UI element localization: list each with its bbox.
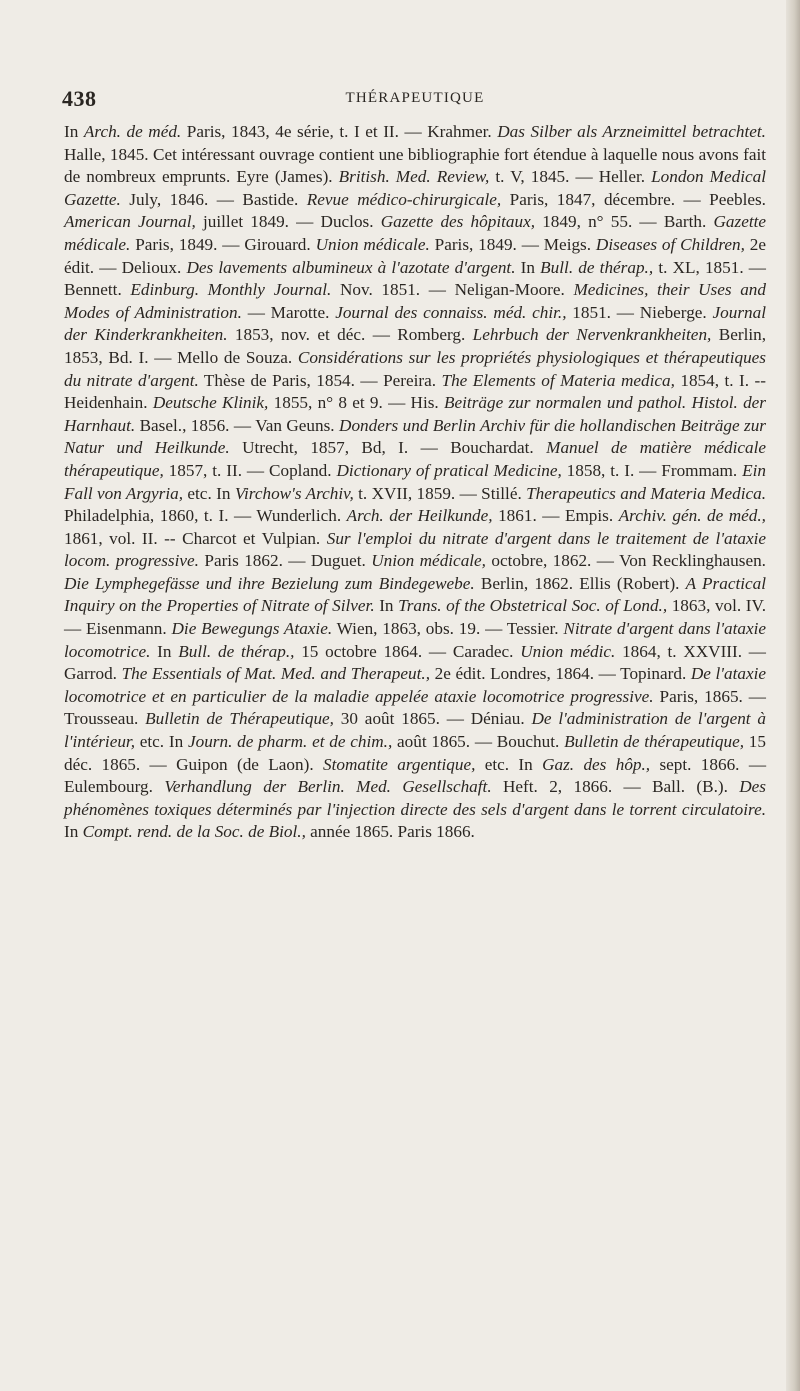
page-edge-shadow: [786, 0, 800, 1391]
citation-text: etc. In: [183, 483, 235, 503]
citation-text: t. XL, 1851. — Bennett.: [64, 257, 766, 300]
citation-title: Arch. de méd.: [83, 122, 182, 141]
citation-text: In: [64, 122, 84, 141]
citation-text: Philadelphia, 1860, t. I. — Wunderlich.: [64, 506, 347, 526]
citation-title: Diseases of Children,: [595, 234, 745, 254]
citation-title: Bulletin de thérapeutique,: [564, 732, 745, 752]
citation-text: Paris, 1849. — Meigs.: [429, 234, 596, 254]
citation-title: Considérations sur les propriétés physiologiques et thérapeutiques du nitrate d'argent.: [64, 347, 766, 390]
citation-title: Die Bewegungs Ataxie.: [171, 619, 333, 639]
citation-text: Berlin, 1862. Ellis (Robert).: [474, 573, 686, 593]
citation-title: Lehrbuch der Nervenkrankheiten,: [472, 325, 712, 345]
citation-title: Edinburg. Monthly Journal.: [130, 280, 332, 300]
bibliography-paragraph: [64, 121, 766, 844]
citation-text: 2e édit. Londres, 1864. — Topinard.: [430, 664, 691, 684]
citation-title: Union médicale.: [315, 234, 430, 254]
page-number: 438: [62, 86, 97, 111]
citation-title: American Journal,: [64, 212, 196, 232]
citation-text: Paris, 1849. — Girouard.: [130, 234, 316, 254]
citation-text: In: [150, 641, 179, 661]
citation-text: 15 déc. 1865. — Guipon (de Laon).: [64, 732, 766, 774]
citation-text: Basel., 1856. — Van Geuns.: [135, 415, 340, 435]
citation-text: 1863, vol. IV. — Eisenmann.: [64, 596, 767, 639]
citation-text: In: [374, 596, 399, 616]
citation-title: Arch. der Heilkunde,: [346, 506, 493, 526]
citation-title: Trans. of the Obstetrical Soc. of Lond.,: [398, 596, 668, 616]
citation-text: In: [515, 257, 541, 277]
citation-title: Manuel de matière médicale thérapeutique,: [64, 438, 767, 480]
citation-text: t. V, 1845. — Heller.: [489, 167, 652, 187]
citation-title: Nitrate d'argent dans l'ataxie locomotrice.: [64, 619, 766, 661]
citation-text: 1857, t. II. — Copland.: [163, 460, 337, 480]
running-title: THÉRAPEUTIQUE: [345, 90, 485, 106]
citation-text: Halle, 1845. Cet intéressant ouvrage contient une bibliographie fort étendue à laquelle nous avons fait de nombreux emprunts. Eyre (James).: [64, 144, 766, 187]
citation-text: Paris, 1843, 4e série, t. I et II. — Krahmer.: [181, 122, 498, 141]
citation-text: In: [64, 822, 83, 842]
citation-text: Wien, 1863, obs. 19. — Tessier.: [332, 619, 564, 639]
citation-text: Berlin, 1853, Bd. I. — Mello de Souza.: [64, 325, 767, 367]
citation-title: Archiv. gén. de méd.,: [618, 506, 766, 526]
citation-title: The Essentials of Mat. Med. and Therapeut.,: [121, 664, 430, 684]
citation-text: t. XVII, 1859. — Stillé.: [353, 483, 527, 503]
citation-text: Paris, 1847, décembre. — Peebles.: [501, 189, 766, 209]
citation-title: Das Silber als Arzneimittel betrachtet.: [497, 122, 766, 141]
citation-title: Die Lymphegefässe und ihre Bezielung zum Bindegewebe.: [64, 573, 475, 593]
page-header: [62, 86, 768, 114]
citation-title: Deutsche Klinik,: [152, 393, 269, 413]
citation-text: 2e édit. — Delioux.: [64, 234, 767, 277]
citation-text: 15 octobre 1864. — Caradec.: [294, 641, 521, 661]
citation-text: 1849, n° 55. — Barth.: [535, 212, 714, 232]
citation-text: etc. In: [475, 754, 543, 774]
citation-title: Ein Fall von Argyria,: [64, 460, 766, 503]
citation-text: 30 août 1865. — Déniau.: [333, 709, 532, 729]
citation-title: Gazette des hôpitaux,: [380, 212, 536, 232]
citation-title: De l'ataxie locomotrice et en particulier de la maladie appelée ataxie locomotrice progressive.: [64, 664, 766, 706]
citation-text: — Marotte.: [241, 302, 336, 322]
citation-text: Nov. 1851. — Neligan-Moore.: [331, 280, 574, 300]
citation-title: Journ. de pharm. et de chim.,: [187, 732, 393, 752]
citation-title: Journal des connaiss. méd. chir.,: [335, 302, 567, 322]
citation-title: Union médic.: [520, 641, 616, 661]
citation-text: Utrecht, 1857, Bd, I. — Bouchardat.: [229, 438, 547, 458]
citation-title: Dictionary of pratical Medicine,: [336, 460, 562, 480]
citation-title: Therapeutics and Materia Medica.: [526, 483, 766, 503]
citation-title: Gaz. des hôp.,: [542, 754, 651, 774]
citation-text: etc. In: [135, 732, 188, 752]
citation-title: Bulletin de Thérapeutique,: [145, 709, 334, 729]
citation-title: Journal der Kinderkrankheiten.: [64, 302, 766, 345]
citation-text: Thèse de Paris, 1854. — Pereira.: [198, 370, 442, 390]
citation-title: Gazette médicale.: [64, 212, 767, 254]
citation-text: année 1865. Paris 1866.: [305, 822, 475, 842]
citation-text: 1858, t. I. — Frommam.: [561, 460, 743, 480]
citation-text: 1861. — Empis.: [492, 506, 619, 526]
citation-text: Paris 1862. — Duguet.: [198, 551, 372, 571]
citation-text: 1851. — Nieberge.: [566, 302, 713, 322]
citation-text: 1854, t. I. -- Heidenhain.: [64, 370, 766, 413]
citation-title: Revue médico-chirurgicale,: [306, 189, 502, 209]
citation-text: octobre, 1862. — Von Recklinghausen.: [485, 551, 766, 571]
citation-title: A Practical Inquiry on the Properties of Nitrate of Silver.: [64, 573, 766, 616]
citation-text: 1861, vol. II. -- Charcot et Vulpian.: [64, 528, 327, 548]
citation-text: août 1865. — Bouchut.: [392, 732, 565, 752]
citation-title: Donders und Berlin Archiv für die hollandischen Beiträge zur Natur und Heilkunde.: [64, 415, 766, 458]
citation-title: Compt. rend. de la Soc. de Biol.,: [82, 822, 306, 842]
citation-title: Union médicale,: [371, 551, 486, 571]
citation-title: De l'administration de l'argent à l'intérieur,: [64, 709, 766, 752]
citation-text: 1864, t. XXVIII. — Garrod.: [64, 641, 766, 684]
citation-title: Bull. de thérap.,: [540, 257, 654, 277]
citation-title: Beiträge zur normalen und pathol. Histol. der Harnhaut.: [64, 393, 766, 435]
citation-text: 1853, nov. et déc. — Romberg.: [227, 325, 473, 345]
citation-text: juillet 1849. — Duclos.: [195, 212, 381, 232]
citation-title: Stomatite argentique,: [322, 754, 476, 774]
citation-title: Medicines, their Uses and Modes of Administration.: [64, 280, 766, 322]
citation-title: Bull. de thérap.,: [178, 641, 295, 661]
citation-title: Sur l'emploi du nitrate d'argent dans le traitement de l'ataxie locom. progressive.: [64, 528, 766, 571]
citation-title: British. Med. Review,: [338, 167, 490, 187]
citation-text: Paris, 1865. — Trousseau.: [64, 686, 766, 729]
citation-title: Verhandlung der Berlin. Med. Gesellschaft.: [164, 777, 492, 797]
citation-title: The Elements of Materia medica,: [441, 370, 675, 390]
citation-text: 1855, n° 8 et 9. — His.: [268, 393, 445, 413]
citation-text: Heft. 2, 1866. — Ball. (B.).: [491, 777, 740, 797]
citation-title: Virchow's Archiv,: [234, 483, 354, 503]
citation-title: Des phénomènes toxiques déterminés par l'injection directe des sels d'argent dans le torrent circulatoire.: [64, 777, 766, 819]
citation-title: London Medical Gazette.: [64, 167, 766, 209]
citation-text: sept. 1866. — Eulembourg.: [64, 754, 767, 797]
citation-text: July, 1846. — Bastide.: [120, 189, 307, 209]
citation-title: Des lavements albumineux à l'azotate d'argent.: [186, 257, 516, 277]
